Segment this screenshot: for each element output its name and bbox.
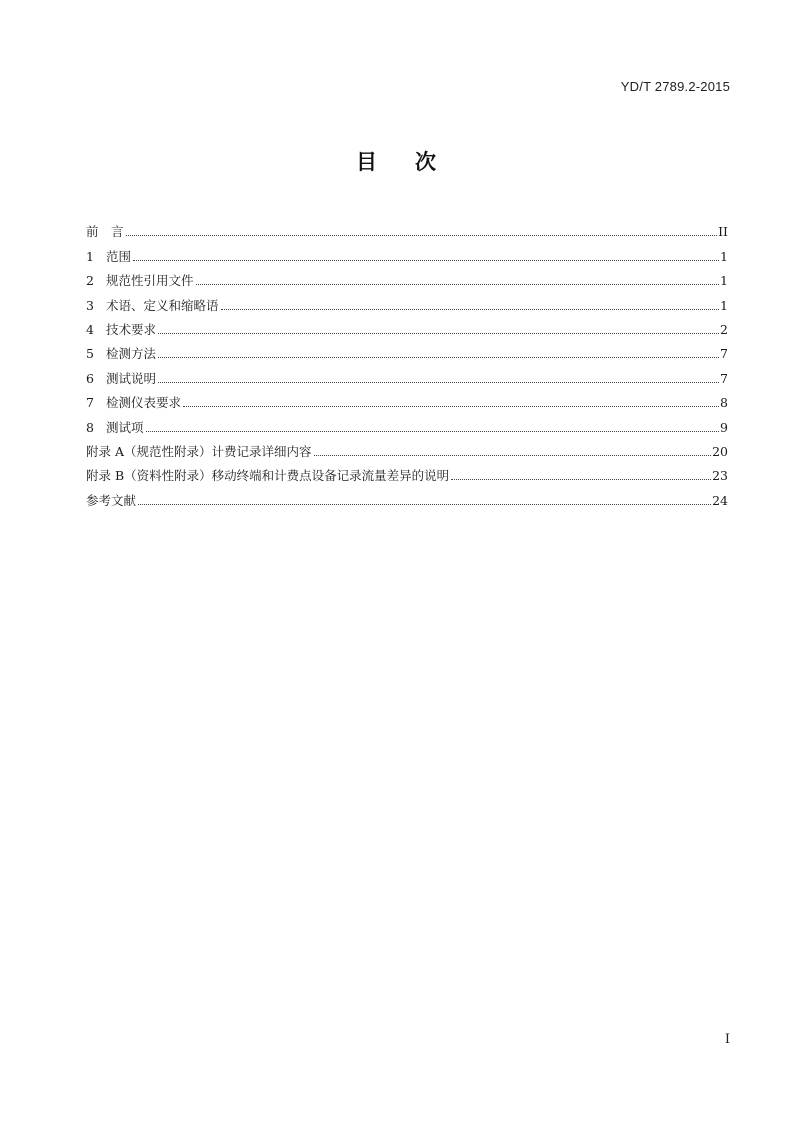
toc-entry-label: 参考文献	[86, 492, 137, 508]
toc-entry-label: 测试项	[106, 419, 144, 435]
toc-entry-4[interactable]	[86, 314, 728, 338]
table-of-contents	[86, 216, 728, 509]
toc-leader-dots	[133, 260, 719, 261]
toc-entry-8[interactable]	[86, 411, 728, 435]
toc-leader-dots	[314, 455, 712, 456]
toc-entry-number: 6	[86, 370, 94, 386]
toc-leader-dots	[451, 479, 711, 480]
toc-entry-bibliography[interactable]	[86, 484, 728, 508]
title-char-2: 次	[415, 150, 436, 174]
toc-entry-label: 附录 A（规范性附录）计费记录详细内容	[86, 443, 312, 459]
toc-entry-6[interactable]	[86, 362, 728, 386]
toc-entry-page: 2	[720, 321, 728, 337]
toc-entry-page: 7	[720, 346, 728, 362]
toc-entry-page: 1	[720, 297, 728, 313]
toc-leader-dots	[158, 333, 719, 334]
standard-code: YD/T 2789.2-2015	[620, 79, 730, 94]
toc-entry-number: 4	[86, 321, 94, 337]
toc-entry-page: II	[718, 224, 728, 240]
toc-leader-dots	[126, 235, 718, 236]
toc-entry-number: 5	[86, 346, 94, 362]
toc-leader-dots	[158, 382, 719, 383]
toc-entry-label: 范围	[106, 248, 132, 264]
toc-entry-label: 检测仪表要求	[106, 395, 182, 411]
page-number: I	[724, 1032, 730, 1047]
toc-entry-page: 24	[712, 492, 728, 508]
toc-entry-2[interactable]	[86, 265, 728, 289]
toc-entry-label: 测试说明	[106, 370, 157, 386]
title-char-1: 目	[356, 150, 377, 174]
toc-entry-page: 23	[712, 468, 728, 484]
toc-entry-label: 检测方法	[106, 346, 157, 362]
toc-entry-foreword[interactable]	[86, 216, 728, 240]
toc-entry-page: 1	[720, 248, 728, 264]
toc-entry-label: 附录 B（资料性附录）移动终端和计费点设备记录流量差异的说明	[86, 468, 450, 484]
toc-leader-dots	[196, 284, 720, 285]
toc-entry-page: 9	[720, 419, 728, 435]
toc-entry-number: 7	[86, 395, 94, 411]
toc-leader-dots	[183, 406, 719, 407]
toc-entry-3[interactable]	[86, 289, 728, 313]
toc-entry-page: 8	[720, 395, 728, 411]
toc-leader-dots	[221, 309, 720, 310]
toc-entry-number: 3	[86, 297, 94, 313]
toc-entry-label: 技术要求	[106, 321, 157, 337]
toc-entry-1[interactable]	[86, 240, 728, 264]
toc-entry-appendix-a[interactable]	[86, 436, 728, 460]
toc-entry-number: 2	[86, 273, 94, 289]
toc-entry-label: 前 言	[86, 224, 124, 240]
toc-entry-label: 规范性引用文件	[106, 273, 194, 289]
toc-entry-label: 术语、定义和缩略语	[106, 297, 219, 313]
toc-entry-page: 1	[720, 273, 728, 289]
toc-leader-dots	[138, 504, 711, 505]
toc-entry-page: 20	[712, 443, 728, 459]
toc-entry-5[interactable]	[86, 338, 728, 362]
toc-leader-dots	[146, 431, 720, 432]
toc-entry-7[interactable]	[86, 387, 728, 411]
toc-entry-number: 1	[86, 248, 94, 264]
toc-entry-appendix-b[interactable]	[86, 460, 728, 484]
page-title	[0, 146, 792, 176]
toc-entry-number: 8	[86, 419, 94, 435]
toc-leader-dots	[158, 357, 719, 358]
toc-entry-page: 7	[720, 370, 728, 386]
